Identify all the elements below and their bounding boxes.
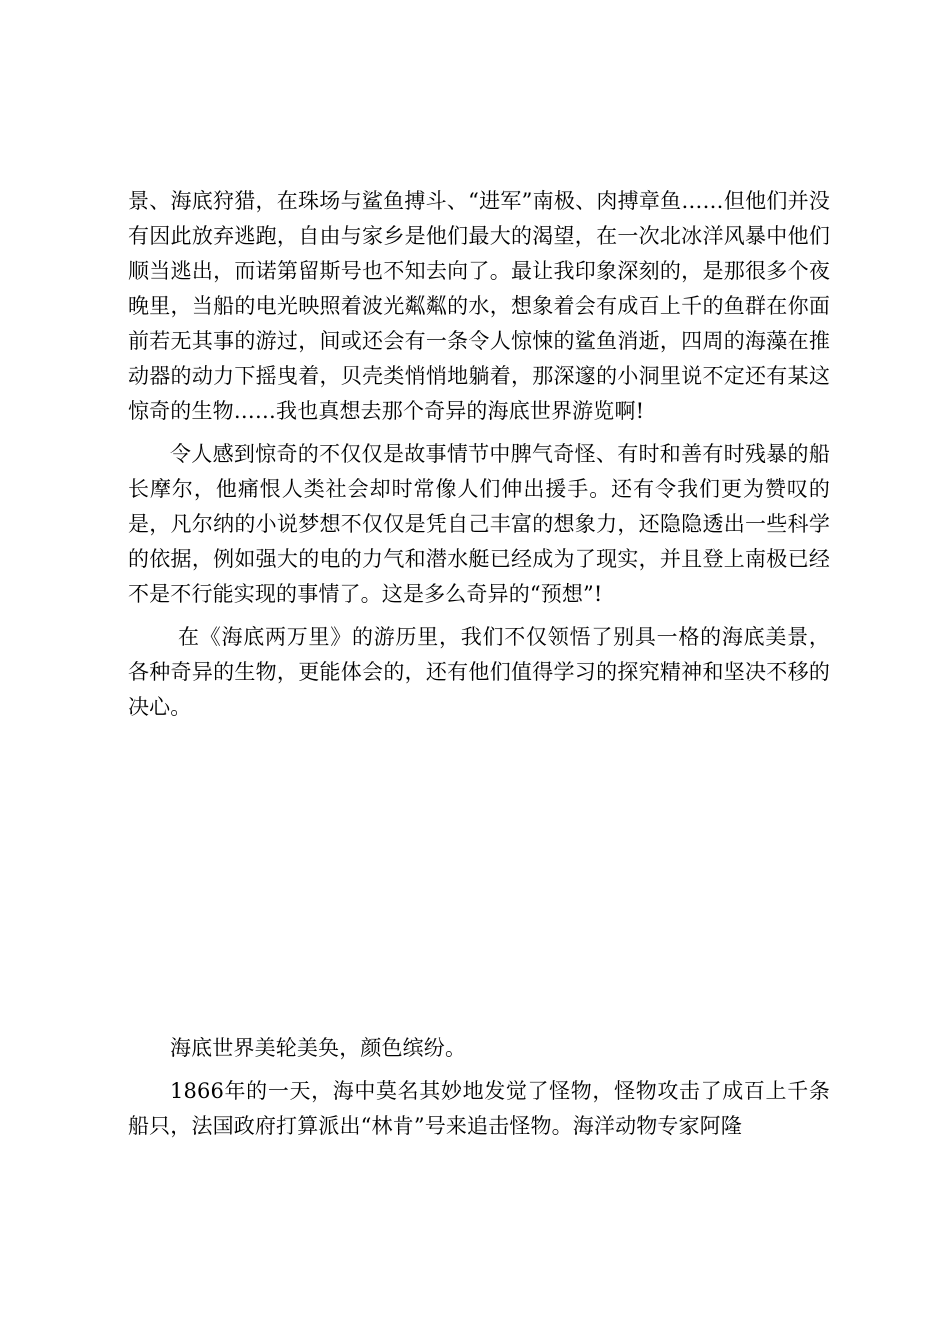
text-section-top	[128, 184, 830, 733]
text-section-bottom	[128, 1031, 830, 1152]
paragraph-continuation: 景、海底狩猎，在珠场与鲨鱼搏斗、“进军”南极、肉搏章鱼……但他们并没有因此放弃逃跑，自由与家乡是他们最大的渴望，在一次北冰洋风暴中他们顺当逃出，而诺第留斯号也不知去向了。最让我印象深刻的，是那很多个夜晚里，当船的电光映照着波光粼粼的水，想象着会有成百上千的鱼群在你面前若无其事的游过，间或还会有一条令人惊悚的鲨鱼消逝，四周的海藻在推动器的动力下摇曳着，贝壳类悄悄地躺着，那深邃的小洞里说不定还有某这惊奇的生物……我也真想去那个奇异的海底世界游览啊!	[128, 189, 830, 423]
paragraph-conclusion: 在《海底两万里》的游历里，我们不仅领悟了别具一格的海底美景，各种奇异的生物，更能体会的，还有他们值得学习的探究精神和坚决不移的决心。	[128, 625, 830, 719]
paragraph-story-start: 1866年的一天，海中莫名其妙地发觉了怪物，怪物攻击了成百上千条船只，法国政府打算派出“林肯”号来追击怪物。海洋动物专家阿隆	[128, 1079, 830, 1138]
paragraph-captain: 令人感到惊奇的不仅仅是故事情节中脾气奇怪、有时和善有时残暴的船长摩尔，他痛恨人类社会却时常像人们伸出援手。还有令我们更为赞叹的是，凡尔纳的小说梦想不仅仅是凭自己丰富的想象力，还隐隐透出一些科学的依据，例如强大的电的力气和潜水艇已经成为了现实，并且登上南极已经不是不行能实现的事情了。这是多么奇异的“预想”!	[128, 442, 830, 606]
paragraph-intro: 海底世界美轮美奂，颜色缤纷。	[170, 1036, 467, 1060]
